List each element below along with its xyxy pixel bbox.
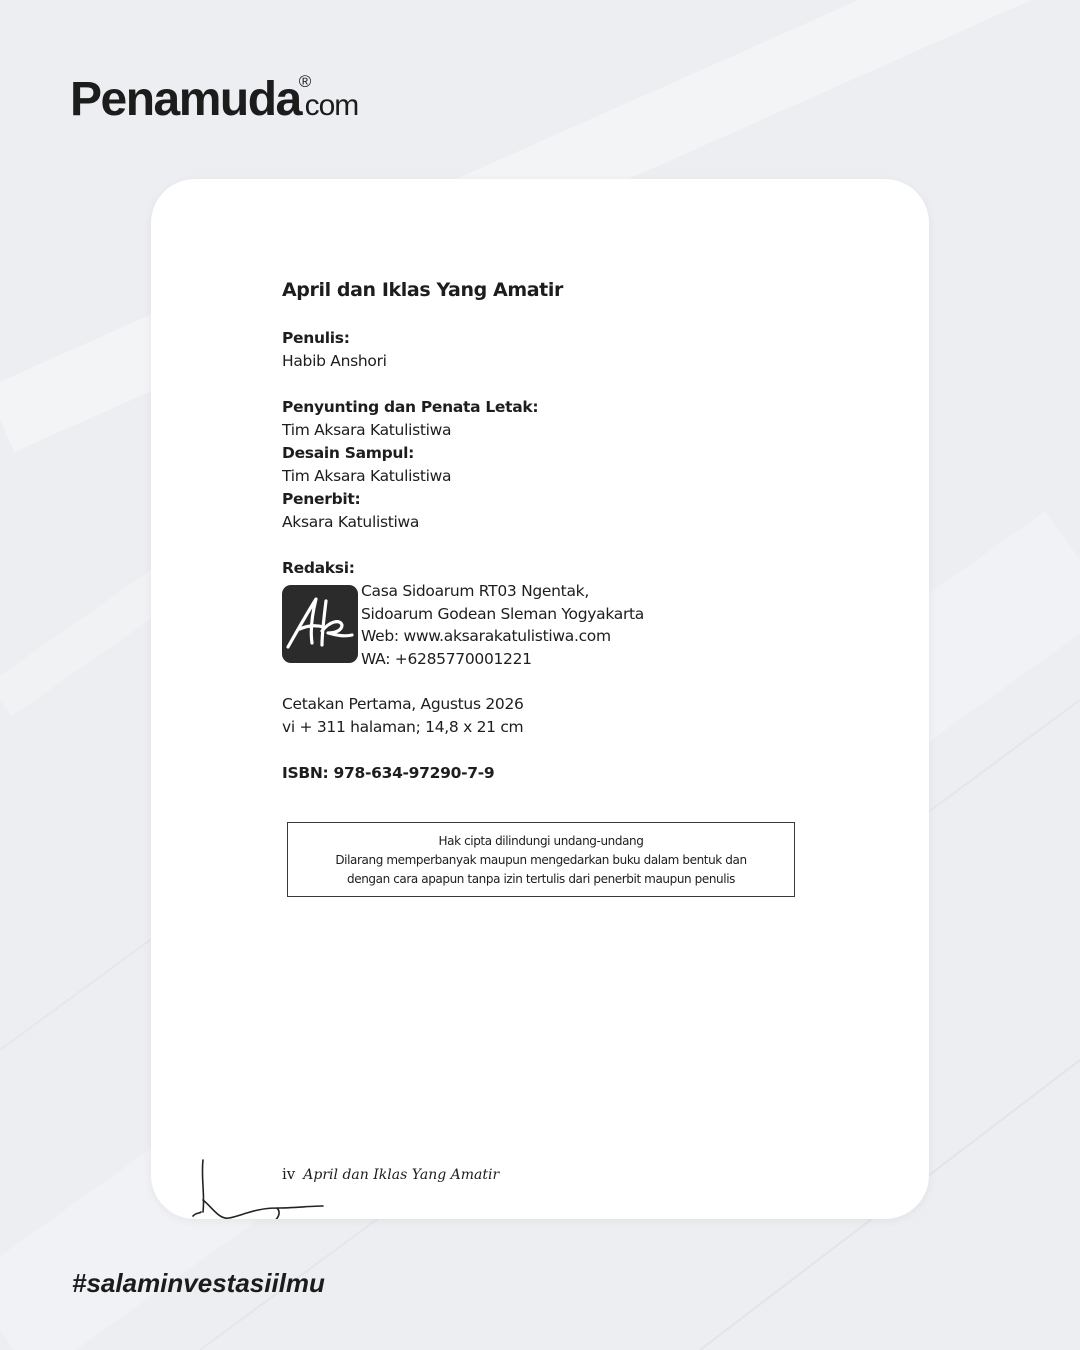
address-line: Sidoarum Godean Sleman Yogyakarta	[361, 604, 644, 623]
address-line: Casa Sidoarum RT03 Ngentak,	[361, 582, 589, 600]
cover-value: Tim Aksara Katulistiwa	[282, 467, 452, 485]
website-line: Web: www.aksarakatulistiwa.com	[361, 627, 611, 645]
copyright-line: Dilarang memperbanyak maupun mengedarkan buku dalam bentuk dan	[335, 853, 747, 867]
footer-flourish-icon	[181, 1154, 331, 1219]
isbn: ISBN: 978-634-97290-7-9	[282, 764, 495, 782]
registered-mark: ®	[298, 72, 312, 91]
copyright-line: dengan cara apapun tanpa izin tertulis dari penerbit maupun penulis	[347, 872, 735, 886]
editor-label: Penyunting dan Penata Letak:	[282, 398, 539, 416]
publisher-label: Penerbit:	[282, 490, 361, 508]
page-number: iv	[282, 1165, 296, 1183]
running-title: April dan Iklas Yang Amatir	[303, 1167, 500, 1183]
whatsapp-line: WA: +6285770001221	[361, 649, 532, 668]
publisher-value: Aksara Katulistiwa	[282, 513, 420, 531]
address-block	[361, 580, 644, 670]
copyright-line: Hak cipta dilindungi undang-undang	[438, 834, 644, 848]
pages-size-line: vi + 311 halaman; 14,8 x 21 cm	[282, 718, 524, 736]
publisher-logo-icon	[282, 585, 358, 663]
copyright-notice-box	[287, 822, 795, 897]
brand-logo	[70, 72, 358, 127]
editor-value: Tim Aksara Katulistiwa	[282, 421, 452, 439]
hashtag: #salaminvestasiilmu	[72, 1268, 325, 1298]
cover-label: Desain Sampul:	[282, 444, 415, 462]
document-card	[151, 179, 929, 1219]
author-label: Penulis:	[282, 329, 350, 347]
redaksi-block	[282, 580, 842, 670]
copyright-page	[282, 279, 842, 782]
edition-line: Cetakan Pertama, Agustus 2026	[282, 695, 524, 713]
brand-name: Penamuda	[70, 73, 301, 126]
brand-tld: .com	[297, 89, 359, 122]
redaksi-label: Redaksi:	[282, 559, 355, 577]
author-value: Habib Anshori	[282, 352, 387, 370]
page-footer	[282, 1165, 499, 1183]
book-title: April dan Iklas Yang Amatir	[282, 279, 563, 301]
